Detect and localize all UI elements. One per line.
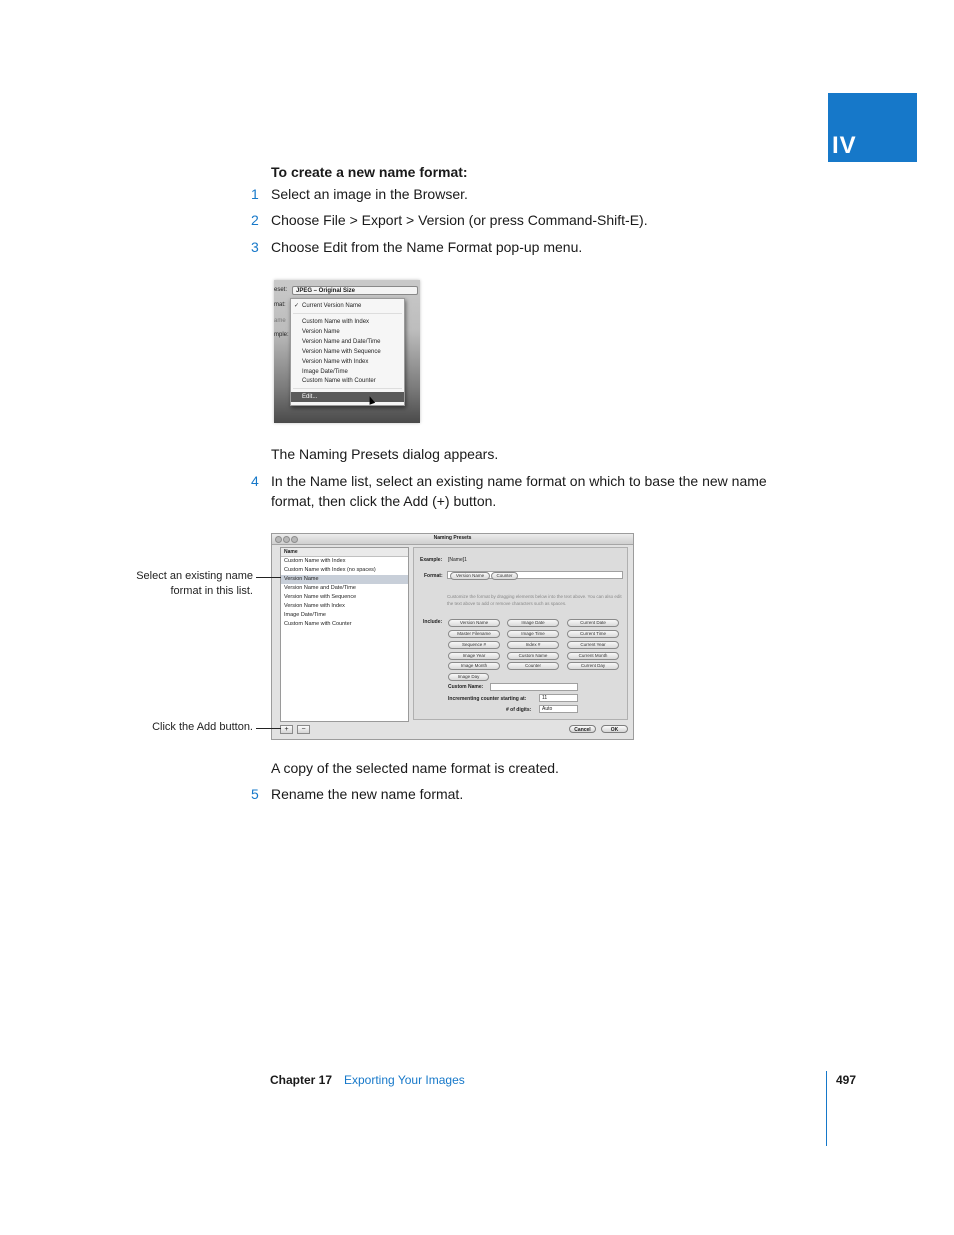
example-value: [Name]1 <box>448 557 467 563</box>
format-token[interactable]: Counter <box>491 572 518 580</box>
format-token[interactable]: Version Name <box>450 572 490 580</box>
step-text-5: Rename the new name format. <box>271 786 464 802</box>
step-number-2: 2 <box>251 212 259 228</box>
include-token[interactable]: Current Year <box>567 641 619 649</box>
digits-label: # of digits: <box>506 707 532 713</box>
include-token[interactable]: Sequence # <box>448 641 500 649</box>
dialog-title: Naming Presets <box>433 535 472 541</box>
step-text-2: Choose File > Export > Version (or press Command-Shift-E). <box>271 212 648 228</box>
format-hint: Customize the format by dragging elements below into the text above. You can also edit the text above to add or remove characters such as spaces. <box>447 594 622 606</box>
callout-leader-line <box>256 728 281 729</box>
menu-item[interactable]: Custom Name with Index <box>302 319 370 325</box>
menu-item-edit[interactable]: Edit... <box>291 392 404 402</box>
list-item[interactable]: Version Name and Date/Time <box>284 585 356 591</box>
menu-item-current[interactable]: Current Version Name <box>302 303 362 309</box>
page-number: 497 <box>836 1073 857 1087</box>
menu-item[interactable]: Image Date/Time <box>302 369 348 375</box>
list-item[interactable]: Version Name with Index <box>284 603 345 609</box>
counter-start-field[interactable]: 11 <box>539 694 578 702</box>
include-token[interactable]: Version Name <box>448 619 500 627</box>
step-number-1: 1 <box>251 186 259 202</box>
name-list[interactable] <box>280 547 409 722</box>
step-number-3: 3 <box>251 239 259 255</box>
include-token[interactable]: Current Month <box>567 652 619 660</box>
include-token[interactable]: Custom Name <box>507 652 559 660</box>
list-item[interactable]: Custom Name with Counter <box>284 621 352 627</box>
include-token[interactable]: Index # <box>507 641 559 649</box>
section-tab <box>828 93 917 162</box>
menu-separator <box>293 313 402 314</box>
menu-separator <box>293 388 402 389</box>
step-text-3: Choose Edit from the Name Format pop-up menu. <box>271 239 583 255</box>
format-label: mat: <box>274 302 286 308</box>
footer-chapter-link[interactable]: Exporting Your Images <box>344 1073 465 1087</box>
callout-select-list <box>100 569 253 599</box>
callout-leader-line <box>256 577 281 578</box>
add-button[interactable]: + <box>280 725 293 734</box>
remove-button[interactable]: − <box>297 725 310 734</box>
custom-name-field[interactable] <box>490 683 578 691</box>
custom-name-label: Custom Name: <box>448 684 484 690</box>
counter-label: Incrementing counter starting at: <box>448 696 527 702</box>
checkmark-icon: ✓ <box>294 303 300 309</box>
menu-item[interactable]: Version Name and Date/Time <box>302 339 381 345</box>
digits-popup[interactable]: Auto <box>539 705 578 713</box>
procedure-heading: To create a new name format: <box>271 164 468 180</box>
result-text-2: A copy of the selected name format is created. <box>271 760 559 776</box>
name-format-popup-screenshot <box>274 280 420 423</box>
section-tab-label: IV <box>832 132 857 159</box>
list-item-selected[interactable]: Version Name <box>281 575 408 584</box>
list-item[interactable]: Version Name with Sequence <box>284 594 357 600</box>
preset-label: eset: <box>274 287 288 293</box>
example-label: mple: <box>274 332 289 338</box>
preset-popup[interactable]: JPEG – Original Size <box>292 286 418 295</box>
result-text-1: The Naming Presets dialog appears. <box>271 446 499 462</box>
menu-item[interactable]: Version Name <box>302 329 340 335</box>
include-label: Include: <box>423 619 443 625</box>
footer-divider <box>826 1071 827 1146</box>
step-number-5: 5 <box>251 786 259 802</box>
menu-item[interactable]: Version Name with Index <box>302 359 369 365</box>
include-token[interactable]: Image Day <box>448 673 489 681</box>
naming-presets-dialog <box>271 533 634 740</box>
dialog-titlebar <box>272 534 633 545</box>
include-token[interactable]: Image Month <box>448 662 500 670</box>
cancel-button[interactable]: Cancel <box>569 725 596 733</box>
include-token[interactable]: Image Year <box>448 652 500 660</box>
include-token[interactable]: Counter <box>507 662 559 670</box>
menu-item[interactable]: Version Name with Sequence <box>302 349 381 355</box>
step-text-1: Select an image in the Browser. <box>271 186 468 202</box>
include-token[interactable]: Image Date <box>507 619 559 627</box>
step-number-4: 4 <box>251 473 259 489</box>
menu-item[interactable]: Custom Name with Counter <box>302 378 376 384</box>
callout-select-line2: format in this list. <box>170 585 253 597</box>
example-label: Example: <box>420 557 443 563</box>
include-token[interactable]: Current Time <box>567 630 619 638</box>
include-token[interactable]: Master Filename <box>448 630 500 638</box>
list-item[interactable]: Custom Name with Index (no spaces) <box>284 567 376 573</box>
name-format-menu <box>290 298 405 406</box>
name-list-header: Name <box>281 548 408 557</box>
include-token[interactable]: Image Time <box>507 630 559 638</box>
callout-add-button: Click the Add button. <box>152 721 253 733</box>
format-settings-panel <box>413 547 628 720</box>
format-label: Format: <box>424 573 443 579</box>
step-text-4: In the Name list, select an existing name format on which to base the new name format, then click the Add (+) button. <box>271 473 767 509</box>
include-token[interactable]: Current Day <box>567 662 619 670</box>
list-item[interactable]: Image Date/Time <box>284 612 326 618</box>
list-item[interactable]: Custom Name with Index <box>284 558 346 564</box>
footer-chapter: Chapter 17 <box>270 1073 333 1087</box>
callout-select-line1: Select an existing name <box>136 570 253 582</box>
ok-button[interactable]: OK <box>601 725 628 733</box>
include-token[interactable]: Current Date <box>567 619 619 627</box>
name-label: ame <box>274 318 286 324</box>
